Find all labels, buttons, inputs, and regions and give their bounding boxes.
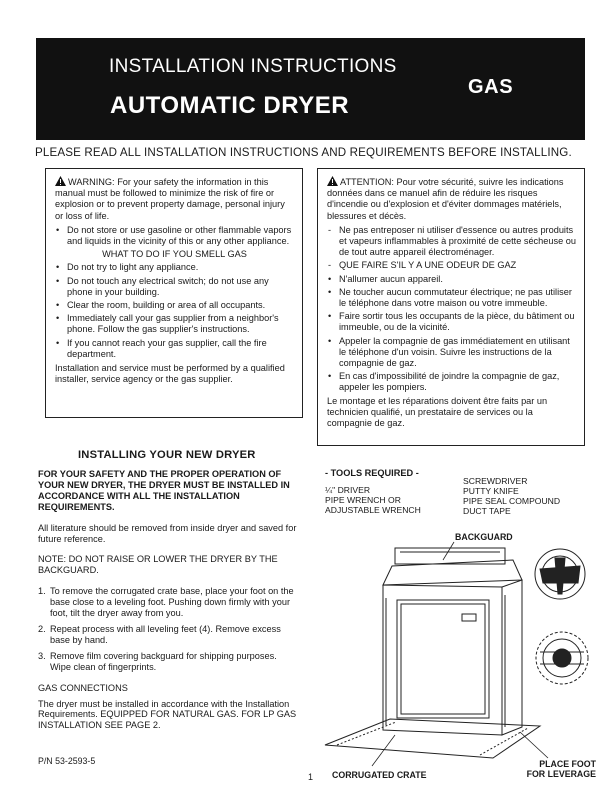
tool-item: DUCT TAPE bbox=[463, 506, 511, 516]
list-item: • If you cannot reach your gas supplier, call the fire department. bbox=[55, 338, 294, 360]
place-foot-line1: PLACE FOOT bbox=[539, 759, 596, 769]
step-number: 1. bbox=[38, 586, 46, 597]
fuel-type: GAS bbox=[468, 76, 514, 98]
list-item: • Do not try to light any appliance. bbox=[55, 262, 294, 273]
backguard-note: NOTE: DO NOT RAISE OR LOWER THE DRYER BY THE BACKGUARD. bbox=[38, 554, 278, 576]
step-text: Remove film covering backguard for shipping purposes. Wipe clean of fingerprints. bbox=[50, 650, 277, 672]
attention-label: ATTENTION: bbox=[340, 177, 394, 187]
part-number: P/N 53-2593-5 bbox=[38, 756, 96, 766]
place-foot-line2: FOR LEVERAGE bbox=[526, 769, 596, 779]
step-number: 3. bbox=[38, 650, 46, 661]
gas-connections-text: The dryer must be installed in accordance with the Installation Requirements. EQUIPPED FOR NATURAL GAS. FOR LP GAS INSTALLATION SEE PAGE 2. bbox=[38, 698, 297, 731]
list-item: • Do not store or use gasoline or other flammable vapors and liquids in the vicinity of this or any other appliance. bbox=[55, 225, 294, 247]
tool-item: ¼" DRIVER bbox=[325, 485, 371, 495]
read-notice: PLEASE READ ALL INSTALLATION INSTRUCTIONS AND REQUIREMENTS BEFORE INSTALLING. bbox=[35, 146, 572, 159]
list-item: • Immediately call your gas supplier from a neighbor's phone. Follow the gas supplier's instructions. bbox=[55, 313, 294, 335]
step-text: To remove the corrugated crate base, place your foot on the base close to a leveling foot. Pushing down firmly with your foot, tilt the dryer away from you. bbox=[50, 586, 294, 619]
literature-note: All literature should be removed from inside dryer and saved for future reference. bbox=[38, 522, 297, 544]
place-foot-label bbox=[510, 759, 596, 779]
list-item: • Clear the room, building or area of all occupants. bbox=[55, 300, 294, 311]
step-text: Repeat process with all leveling feet (4). Remove excess base by hand. bbox=[50, 623, 281, 645]
list-item: • Ne toucher aucun commutateur électrique; ne pas utiliser le téléphone dans votre maison ou votre immeuble. bbox=[327, 287, 576, 309]
gas-connections-heading: GAS CONNECTIONS bbox=[38, 682, 128, 693]
list-item: • Do not touch any electrical switch; do not use any phone in your building. bbox=[55, 276, 294, 298]
certification-seal-bottom bbox=[536, 632, 588, 684]
attention-footer: Le montage et les réparations doivent être faits par un technicien qualifié, un prestataire de services ou la compagnie de gaz. bbox=[327, 395, 548, 429]
page-number: 1 bbox=[308, 772, 314, 782]
step-number: 2. bbox=[38, 623, 46, 634]
warning-label: WARNING: bbox=[68, 177, 115, 187]
backguard-label: BACKGUARD bbox=[455, 532, 513, 542]
list-item: • Appeler la compagnie de gas immédiatement en utilisant le téléphone d'un voisin. Suivre les instructions de la compagnie de gaz. bbox=[327, 336, 576, 370]
attention-text: Pour votre sécurité, suivre les indications données dans ce manuel afin de réduire les risques d'incendie ou d'explosion et d'éviter dommages matériels, blessures et décès. bbox=[327, 177, 564, 221]
section-title: INSTALLING YOUR NEW DRYER bbox=[78, 449, 256, 461]
tools-heading: - TOOLS REQUIRED - bbox=[325, 468, 419, 478]
warning-footer: Installation and service must be performed by a qualified installer, service agency or the gas supplier. bbox=[55, 363, 285, 385]
smell-gas-heading: WHAT TO DO IF YOU SMELL GAS bbox=[102, 249, 247, 260]
list-item: • N'allumer aucun appareil. bbox=[327, 274, 576, 285]
list-item: • Faire sortir tous les occupants de la pièce, du bâtiment ou immeuble, ou de la vicinité. bbox=[327, 311, 576, 333]
safety-statement: FOR YOUR SAFETY AND THE PROPER OPERATION OF YOUR NEW DRYER, THE DRYER MUST BE INSTALLED IN ACCORDANCE WITH ALL THE INSTALLATION REQUIREMENTS. bbox=[38, 469, 290, 512]
tool-item: ADJUSTABLE WRENCH bbox=[325, 505, 421, 515]
tool-item: SCREWDRIVER bbox=[463, 476, 528, 486]
tool-item: PIPE SEAL COMPOUND bbox=[463, 496, 561, 506]
dryer-drawing bbox=[383, 548, 522, 735]
header-subtitle: INSTALLATION INSTRUCTIONS bbox=[109, 56, 397, 77]
certification-seal-top bbox=[535, 549, 585, 599]
warning-text: For your safety the information in this manual must be followed to minimize the risk of fire or explosion or to prevent property damage, personal injury or loss of life. bbox=[55, 177, 285, 221]
tool-item: PUTTY KNIFE bbox=[463, 486, 519, 496]
page-title: AUTOMATIC DRYER bbox=[110, 92, 350, 119]
odeur-gaz-heading: - QUE FAIRE S'IL Y A UNE ODEUR DE GAZ bbox=[327, 260, 576, 271]
list-item: - Ne pas entreposer ni utiliser d'essence ou autres produits et vapeurs inflammables à proximité de cette sécheuse ou de tout autre appareil électroménager. bbox=[327, 225, 576, 259]
tool-item: PIPE WRENCH OR bbox=[325, 495, 401, 505]
crate-label: CORRUGATED CRATE bbox=[332, 770, 427, 780]
list-item: • En cas d'impossibilité de joindre la compagnie de gaz, appeler les pompiers. bbox=[327, 371, 576, 393]
corrugated-crate-drawing bbox=[325, 719, 540, 758]
